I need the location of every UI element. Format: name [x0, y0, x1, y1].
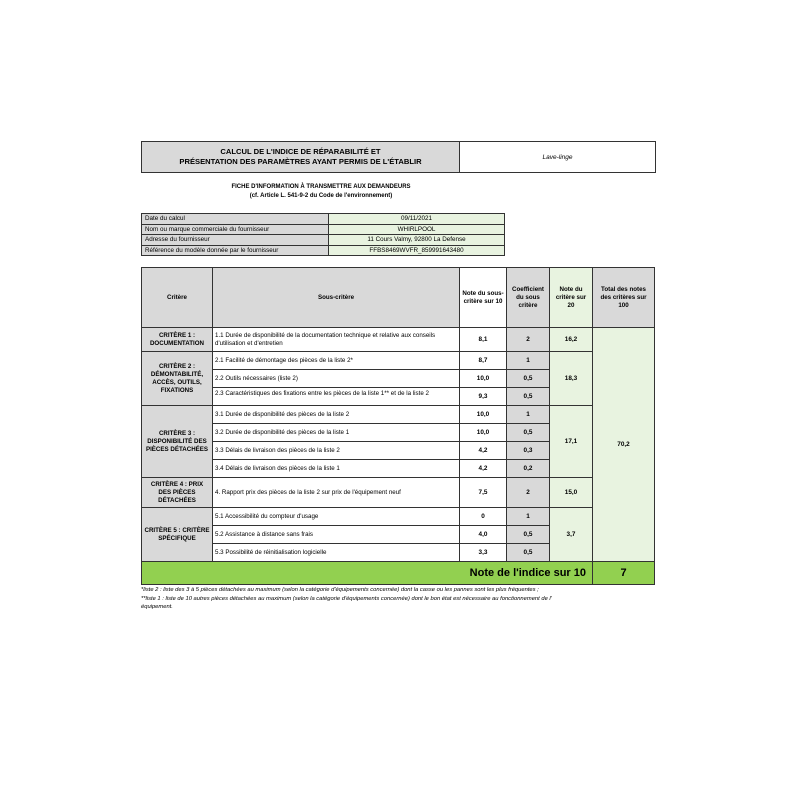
footnote-liste-2: *liste 2 : liste des 3 à 5 pièces détachées au maximum (selon la catégorie d'équipements concernée) dont la casse ou les pannes sont les plus fréquentes ;	[141, 587, 539, 593]
sous-critere-note: 8,7	[460, 352, 507, 370]
sous-critere-label: 1.1 Durée de disponibilité de la documentation technique et relative aux conseils d'utilisation et d'entretien	[213, 328, 460, 352]
table-row	[142, 406, 655, 424]
sous-critere-label: 2.1 Facilité de démontage des pièces de la liste 2*	[213, 352, 460, 370]
repairability-score-table	[141, 267, 655, 585]
table-header-row	[142, 268, 655, 328]
info-value: 11 Cours Valmy, 92800 La Defense	[329, 235, 505, 246]
sous-critere-note: 10,0	[460, 406, 507, 424]
critere-1-label: CRITÈRE 1 : DOCUMENTATION	[142, 328, 213, 352]
header-box	[141, 141, 656, 173]
sous-critere-label: 2.2 Outils nécessaires (liste 2)	[213, 370, 460, 388]
header-total: Total des notes des critères sur 100	[593, 268, 655, 328]
critere-5-label: CRITÈRE 5 : CRITÈRE SPÉCIFIQUE	[142, 508, 213, 562]
sous-critere-text: 2.3 Caractéristiques des fixations entre les pièces de la liste 1** et de la liste 2	[215, 389, 429, 397]
table-row	[142, 328, 655, 352]
product-category: Lave-linge	[542, 153, 573, 161]
critere-3-note: 17,1	[550, 406, 593, 478]
sous-critere-coef: 1	[507, 508, 550, 526]
table-row	[142, 508, 655, 526]
header-critere: Critère	[142, 268, 213, 328]
critere-3-label: CRITÈRE 3 : DISPONIBILITÉ DES PIÈCES DÉTACHÉES	[142, 406, 213, 478]
header-note-critere: Note du critère sur 20	[550, 268, 593, 328]
sous-critere-label: 3.3 Délais de livraison des pièces de la liste 2	[213, 442, 460, 460]
supplier-info-table	[141, 213, 505, 256]
info-value: 09/11/2021	[329, 214, 505, 225]
sous-critere-label: 3.1 Durée de disponibilité des pièces de la liste 2	[213, 406, 460, 424]
sous-critere-label: 3.4 Délais de livraison des pièces de la liste 1	[213, 460, 460, 478]
sous-critere-coef: 0,5	[507, 370, 550, 388]
sous-critere-coef: 0,5	[507, 526, 550, 544]
sous-critere-label: 4. Rapport prix des pièces de la liste 2 sur prix de l'équipement neuf	[213, 478, 460, 508]
final-score-value: 7	[593, 562, 655, 585]
title-line-2: PRÉSENTATION DES PARAMÈTRES AYANT PERMIS DE L'ÉTABLIR	[179, 157, 422, 166]
sous-critere-note: 10,0	[460, 370, 507, 388]
table-row	[142, 478, 655, 508]
title-line-1: CALCUL DE L'INDICE DE RÉPARABILITÉ ET	[220, 147, 381, 156]
sous-critere-note: 8,1	[460, 328, 507, 352]
sous-critere-coef: 0,3	[507, 442, 550, 460]
sous-critere-coef: 2	[507, 478, 550, 508]
info-value: WHIRLPOOL	[329, 224, 505, 235]
sous-critere-note: 4,2	[460, 460, 507, 478]
header-sous-critere: Sous-critère	[213, 268, 460, 328]
final-score-row	[142, 562, 655, 585]
sous-critere-note: 4,0	[460, 526, 507, 544]
info-label: Date du calcul	[142, 214, 329, 225]
critere-2-note: 18,3	[550, 352, 593, 406]
info-label: Référence du modèle donnée par le fournisseur	[142, 245, 329, 256]
sous-critere-note: 7,5	[460, 478, 507, 508]
sous-critere-note: 0	[460, 508, 507, 526]
info-row	[142, 224, 505, 235]
subtitle-line-1: FICHE D'INFORMATION À TRANSMETTRE AUX DEMANDEURS	[231, 184, 411, 190]
critere-2-label: CRITÈRE 2 : DÉMONTABILITÉ, ACCÈS, OUTILS, FIXATIONS	[142, 352, 213, 406]
sous-critere-label: 5.1 Accessibilité du compteur d'usage	[213, 508, 460, 526]
info-label: Adresse du fournisseur	[142, 235, 329, 246]
footnotes	[141, 586, 661, 612]
total-score: 70,2	[593, 328, 655, 562]
info-row	[142, 245, 505, 256]
sous-critere-coef: 2	[507, 328, 550, 352]
info-label: Nom ou marque commerciale du fournisseur	[142, 224, 329, 235]
sous-critere-label: 5.2 Assistance à distance sans frais	[213, 526, 460, 544]
footnote-liste-1-continued: équipement.	[141, 604, 173, 611]
table-row	[142, 352, 655, 370]
final-score-label: Note de l'indice sur 10	[142, 562, 593, 585]
sous-critere-note: 9,3	[460, 388, 507, 406]
info-row	[142, 214, 505, 225]
sous-critere-note: 3,3	[460, 544, 507, 562]
critere-5-note: 3,7	[550, 508, 593, 562]
sous-critere-coef: 1	[507, 352, 550, 370]
sous-critere-coef: 1	[507, 406, 550, 424]
sous-critere-coef: 0,2	[507, 460, 550, 478]
sous-critere-label: 5.3 Possibilité de réinitialisation logicielle	[213, 544, 460, 562]
sous-critere-coef: 0,5	[507, 424, 550, 442]
document-title	[142, 142, 460, 172]
info-value: FFBS8469WVFR_859991643480	[329, 245, 505, 256]
sous-critere-coef: 0,5	[507, 388, 550, 406]
sous-critere-note: 10,0	[460, 424, 507, 442]
critere-4-label: CRITÈRE 4 : PRIX DES PIÈCES DÉTACHÉES	[142, 478, 213, 508]
header-coefficient: Coefficient du sous critère	[507, 268, 550, 328]
info-row	[142, 235, 505, 246]
footnote-liste-1: **liste 1 : liste de 10 autres pièces détachées au maximum (selon la catégorie d'équipements concernée) dont le bon état est nécessaire au fonctionnement de l'	[141, 595, 552, 602]
sous-critere-coef: 0,5	[507, 544, 550, 562]
critere-4-note: 15,0	[550, 478, 593, 508]
critere-1-note: 16,2	[550, 328, 593, 352]
sous-critere-note: 4,2	[460, 442, 507, 460]
subtitle-line-2: (cf. Article L. 541-9-2 du Code de l'environnement)	[249, 193, 393, 199]
sous-critere-label	[213, 388, 460, 406]
header-note-sous-critere: Note du sous-critère sur 10	[460, 268, 507, 328]
sous-critere-label: 3.2 Durée de disponibilité des pièces de la liste 1	[213, 424, 460, 442]
